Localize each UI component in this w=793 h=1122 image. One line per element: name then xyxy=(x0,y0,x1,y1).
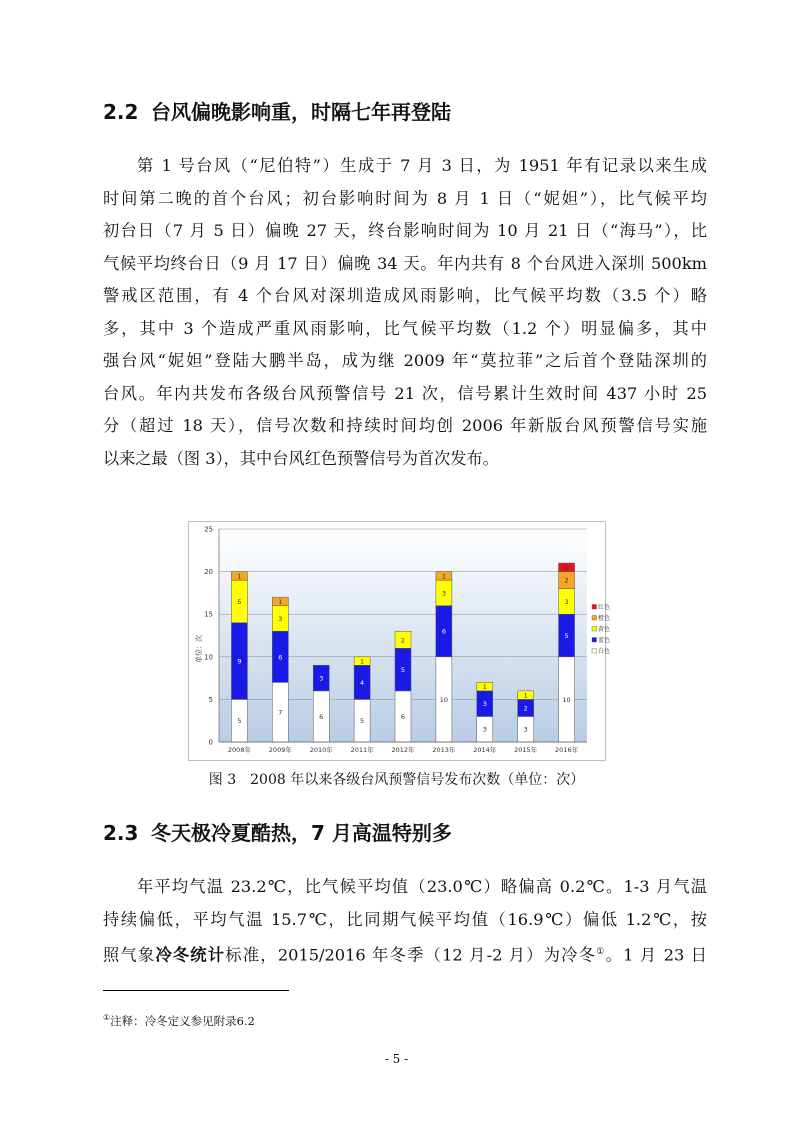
legend-label: 橙色 xyxy=(598,615,611,622)
legend-swatch xyxy=(592,605,597,610)
data-label: 6 xyxy=(319,712,324,721)
section-heading-2-3 xyxy=(103,817,452,846)
x-tick-label: 2015年 xyxy=(514,746,538,754)
data-label: 5 xyxy=(360,717,365,726)
data-label: 3 xyxy=(564,597,569,606)
legend-swatch xyxy=(592,616,597,621)
legend-label: 红色 xyxy=(598,604,611,611)
data-label: 5 xyxy=(564,632,569,640)
paragraph-line: 第 1 号台风（“尼伯特”）生成于 7 月 3 日，为 1951 年有记录以来生成 xyxy=(137,156,707,175)
paragraph-line: 警戒区范围，有 4 个台风对深圳造成风雨影响，比气候平均数（3.5 个）略 xyxy=(103,286,707,305)
legend-label: 蓝色 xyxy=(598,637,611,644)
data-label: 1 xyxy=(278,597,283,606)
data-label: 1 xyxy=(360,657,365,666)
data-label: 3 xyxy=(278,614,283,623)
y-tick-label: 20 xyxy=(204,568,213,577)
text-run: 。1 月 23 日 xyxy=(605,945,707,965)
x-tick-label: 2011年 xyxy=(350,746,374,754)
data-label: 5 xyxy=(237,597,242,606)
data-label: 9 xyxy=(237,657,242,666)
data-label: 10 xyxy=(439,695,449,704)
x-tick-label: 2013年 xyxy=(432,746,456,754)
typhoon-signal-chart xyxy=(188,521,611,761)
x-tick-label: 2008年 xyxy=(227,746,251,754)
paragraph-line: 年平均气温 23.2℃，比气候平均值（23.0℃）略偏高 0.2℃。1-3 月气温 xyxy=(137,877,707,896)
y-tick-label: 0 xyxy=(208,738,213,747)
text-run: 标准，2015/2016 年冬季（12 月-2 月）为冷冬 xyxy=(225,945,597,965)
legend-swatch xyxy=(592,638,597,643)
section-number: 2.2 xyxy=(103,100,139,124)
x-tick-label: 2009年 xyxy=(268,746,292,754)
data-label: 6 xyxy=(278,653,283,662)
y-tick-label: 15 xyxy=(204,610,213,619)
paragraph-line: 持续偏低，平均气温 15.7℃，比同期气候平均值（16.9℃）偏低 1.2℃，按 xyxy=(103,909,707,929)
paragraph-line: 台风。年内共发布各级台风预警信号 21 次，信号累计生效时间 437 小时 25 xyxy=(103,383,707,403)
section-title: 台风偏晚影响重，时隔七年再登陆 xyxy=(151,100,451,124)
paragraph-line: 强台风“妮妲”登陆大鹏半岛，成为继 2009 年“莫拉菲”之后首个登陆深圳的 xyxy=(103,351,707,370)
data-label: 2 xyxy=(400,636,406,645)
figure-caption: 图 3 2008 年以来各级台风预警信号发布次数（单位：次） xyxy=(208,772,585,788)
data-label: 4 xyxy=(360,678,365,687)
x-tick-label: 2010年 xyxy=(309,746,333,754)
text-run: 照气象 xyxy=(103,945,156,965)
data-label: 6 xyxy=(400,712,406,721)
data-label: 1 xyxy=(523,691,528,700)
x-tick-label: 2016年 xyxy=(555,746,579,754)
data-label: 2 xyxy=(523,704,528,713)
paragraph-line: 初台日（7 月 5 日）偏晚 27 天，终台影响时间为 10 月 21 日（“海马”），比 xyxy=(103,221,707,240)
data-label: 5 xyxy=(237,717,242,726)
footnote-text: 注释：冷冬定义参见附录6.2 xyxy=(110,1014,255,1028)
legend-label: 白色 xyxy=(598,648,611,655)
data-label: 1 xyxy=(482,683,487,692)
footnote-divider xyxy=(103,990,289,991)
data-label: 3 xyxy=(319,674,324,683)
data-label: 10 xyxy=(562,695,571,704)
data-label: 3 xyxy=(482,725,487,734)
data-label: 1 xyxy=(237,572,242,581)
paragraph-line: 气候平均终台日（9 月 17 日）偏晚 34 天。年内共有 8 个台风进入深圳 500km xyxy=(103,253,707,273)
data-label: 1 xyxy=(441,572,446,581)
data-label: 3 xyxy=(482,700,487,709)
data-label: 1 xyxy=(564,563,569,572)
paragraph-line xyxy=(103,936,707,972)
section-number: 2.3 xyxy=(103,821,139,845)
paragraph-line: 多，其中 3 个造成严重风雨影响，比气候平均数（1.2 个）明显偏多，其中 xyxy=(103,318,707,338)
data-label: 3 xyxy=(523,725,528,734)
paragraph-line: 时间第二晚的首个台风；初台影响时间为 8 月 1 日（“妮妲”），比气候平均 xyxy=(103,188,707,208)
data-label: 3 xyxy=(441,589,446,598)
data-label: 6 xyxy=(441,627,446,636)
temperature-paragraph xyxy=(103,871,707,972)
bold-term: 冷冬统计 xyxy=(155,945,226,965)
section-heading-2-2 xyxy=(103,96,451,125)
footnote-reference[interactable]: ① xyxy=(596,947,606,957)
typhoon-paragraph xyxy=(103,150,707,475)
y-tick-label: 10 xyxy=(204,653,213,662)
data-label: 2 xyxy=(564,576,569,585)
y-axis-label: 单位：次 xyxy=(195,635,203,663)
data-label: 7 xyxy=(278,708,283,717)
x-tick-label: 2012年 xyxy=(391,746,415,754)
paragraph-line: 以来之最（图 3），其中台风红色预警信号为首次发布。 xyxy=(103,448,499,468)
data-label: 5 xyxy=(400,666,406,675)
legend-swatch xyxy=(592,627,597,632)
legend-label: 黄色 xyxy=(598,626,611,633)
section-title: 冬天极冷夏酷热，7 月高温特别多 xyxy=(151,821,452,845)
y-tick-label: 5 xyxy=(208,695,213,704)
footnote-mark: ① xyxy=(103,1013,111,1023)
page-number: - 5 - xyxy=(384,1052,409,1066)
paragraph-line: 分（超过 18 天），信号次数和持续时间均创 2006 年新版台风预警信号实施 xyxy=(103,416,707,435)
x-tick-label: 2014年 xyxy=(473,746,497,754)
y-tick-label: 25 xyxy=(204,525,213,534)
footnote xyxy=(103,1013,255,1029)
legend-swatch xyxy=(592,649,597,654)
